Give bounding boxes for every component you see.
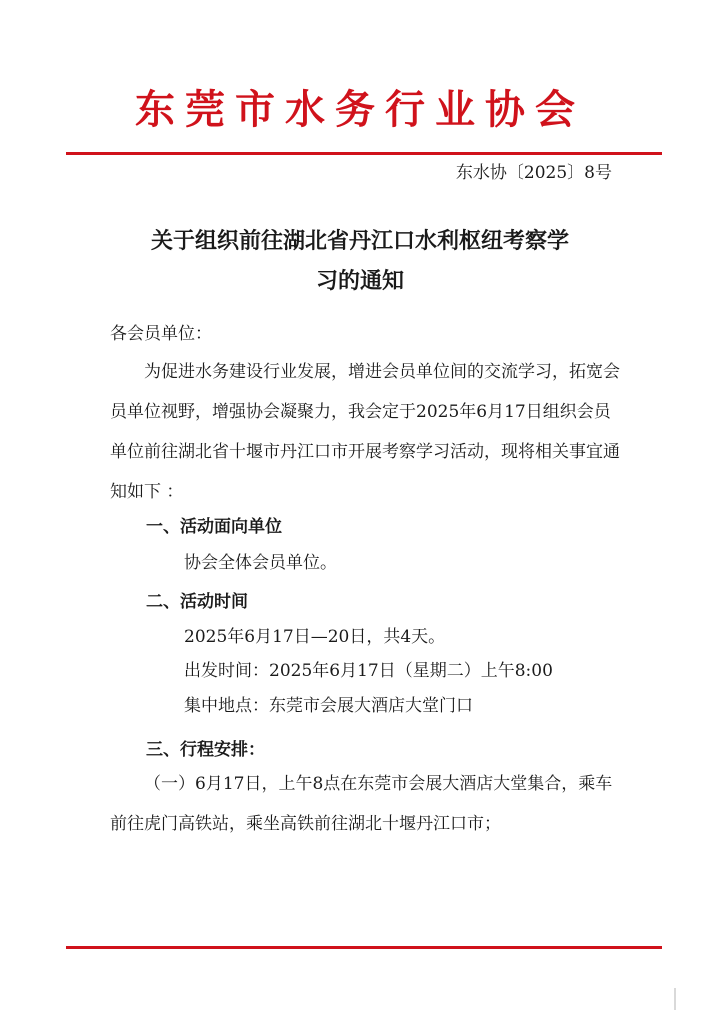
- title-line-2: 习的通知: [315, 269, 404, 294]
- itinerary-item-1-text: （一）6月17日，上午8点在东莞市会展大酒店大堂集合，乘车前往虎门高铁站，乘坐高铁前往湖北十堰丹江口市；: [110, 774, 613, 834]
- intro-text: 为促进水务建设行业发展，增进会员单位间的交流学习，拓宽会员单位视野，增强协会凝聚力，我会定于2025年6月17日组织会员单位前往湖北省十堰市丹江口市开展考察学习活动，现将相关事宜通知如下 ：: [110, 362, 620, 502]
- itinerary-item-1: [110, 764, 620, 844]
- section-heading-itinerary: 三、行程安排：: [146, 740, 265, 760]
- meeting-place: 集中地点：东莞市会展大酒店大堂门口: [184, 696, 473, 716]
- document-number: 东水协〔2025〕8号: [455, 163, 612, 183]
- title-line-1: 关于组织前往湖北省丹江口水利枢纽考察学: [150, 229, 569, 254]
- organization-name: 东莞市水务行业协会: [135, 86, 585, 133]
- section-heading-activity-time: 二、活动时间: [146, 592, 248, 612]
- header-red-divider: [66, 152, 662, 155]
- activity-dates: 2025年6月17日—20日，共4天。: [184, 627, 446, 647]
- intro-paragraph: [110, 352, 620, 512]
- scan-mark: [674, 988, 676, 1010]
- section-heading-target-units: 一、活动面向单位: [146, 517, 282, 537]
- target-units-text: 协会全体会员单位。: [184, 553, 337, 573]
- footer-red-divider: [66, 946, 662, 949]
- departure-time: 出发时间：2025年6月17日（星期二）上午8:00: [184, 661, 553, 681]
- document-title: [90, 222, 630, 302]
- salutation: 各会员单位：: [110, 324, 212, 344]
